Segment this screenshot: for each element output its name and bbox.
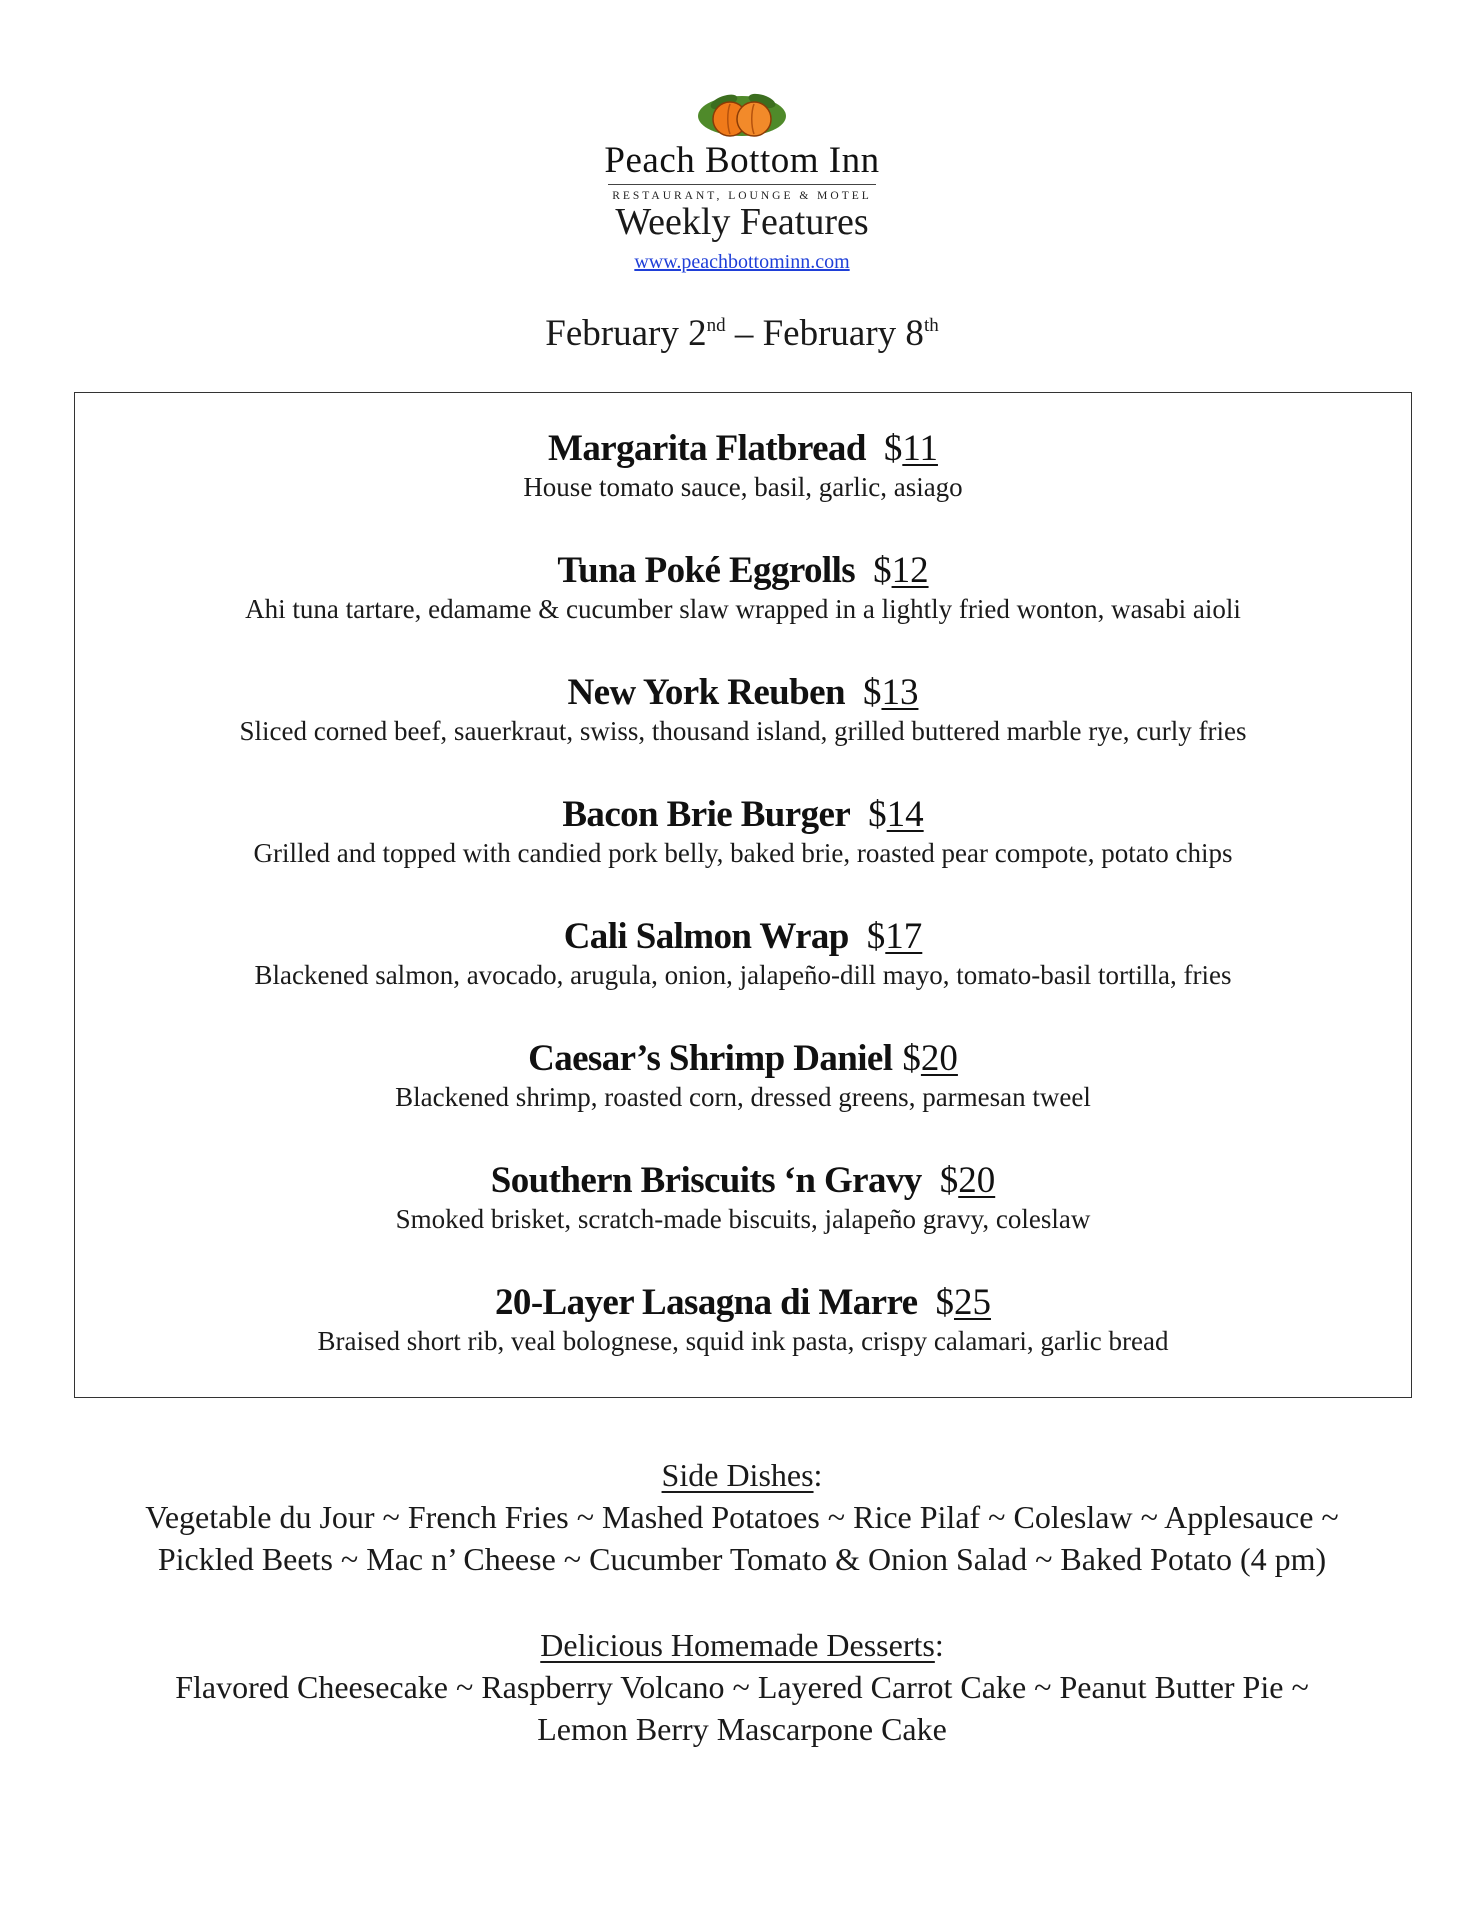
weekly-features-box bbox=[74, 392, 1412, 1398]
date-start: February 2 bbox=[545, 313, 707, 354]
feature-price-value: 14 bbox=[886, 794, 924, 835]
feature-item bbox=[75, 1281, 1411, 1357]
feature-description: Sliced corned beef, sauerkraut, swiss, thousand island, grilled buttered marble rye, curly fries bbox=[239, 716, 1247, 746]
desserts-section bbox=[0, 1624, 1484, 1750]
feature-title bbox=[75, 1281, 1411, 1325]
feature-title bbox=[75, 915, 1411, 959]
desserts-line: Flavored Cheesecake ~ Raspberry Volcano ~ Layered Carrot Cake ~ Peanut Butter Pie ~ bbox=[175, 1669, 1309, 1705]
feature-description: Braised short rib, veal bolognese, squid ink pasta, crispy calamari, garlic bread bbox=[317, 1326, 1169, 1356]
feature-price-value: 13 bbox=[881, 672, 919, 713]
feature-item bbox=[75, 427, 1411, 503]
feature-name: Tuna Poké Eggrolls bbox=[557, 550, 856, 591]
feature-price bbox=[902, 1038, 958, 1079]
date-start-suffix: nd bbox=[706, 315, 726, 336]
feature-title bbox=[75, 427, 1411, 471]
feature-title bbox=[75, 549, 1411, 593]
website-link[interactable]: www.peachbottominn.com bbox=[634, 251, 850, 273]
feature-name: Bacon Brie Burger bbox=[562, 794, 851, 835]
side-dishes-heading-colon: : bbox=[813, 1457, 823, 1493]
feature-title bbox=[75, 671, 1411, 715]
logo-subtitle: RESTAURANT, LOUNGE & MOTEL bbox=[612, 190, 872, 202]
feature-description: Blackened salmon, avocado, arugula, onion, jalapeño-dill mayo, tomato-basil tortilla, fries bbox=[254, 960, 1232, 990]
side-dishes-heading bbox=[0, 1454, 1484, 1496]
feature-description: Ahi tuna tartare, edamame & cucumber slaw wrapped in a lightly fried wonton, wasabi aioli bbox=[245, 594, 1241, 624]
feature-name: Southern Briscuits ‘n Gravy bbox=[490, 1160, 922, 1201]
feature-price bbox=[884, 428, 938, 469]
feature-currency: $ bbox=[873, 550, 892, 591]
feature-item bbox=[75, 915, 1411, 991]
desserts-heading-colon: : bbox=[934, 1627, 944, 1663]
feature-price bbox=[873, 550, 929, 591]
side-dishes-line: Vegetable du Jour ~ French Fries ~ Mashed Potatoes ~ Rice Pilaf ~ Coleslaw ~ Applesauce ~ bbox=[145, 1499, 1339, 1535]
feature-description: Grilled and topped with candied pork belly, baked brie, roasted pear compote, potato chips bbox=[253, 838, 1233, 868]
side-dishes-heading-text: Side Dishes bbox=[661, 1457, 814, 1493]
desserts-heading bbox=[0, 1624, 1484, 1666]
feature-item bbox=[75, 1159, 1411, 1235]
side-dishes-section bbox=[0, 1454, 1484, 1580]
feature-description: Smoked brisket, scratch-made biscuits, jalapeño gravy, coleslaw bbox=[395, 1204, 1091, 1234]
feature-title bbox=[75, 1159, 1411, 1203]
feature-currency: $ bbox=[939, 1160, 959, 1201]
feature-name: New York Reuben bbox=[567, 672, 845, 713]
feature-item bbox=[75, 793, 1411, 869]
logo-divider bbox=[608, 184, 876, 185]
feature-price bbox=[863, 672, 919, 713]
feature-description: House tomato sauce, basil, garlic, asiago bbox=[523, 472, 963, 502]
date-end: February 8 bbox=[762, 313, 924, 354]
date-separator: – bbox=[725, 313, 763, 354]
feature-price bbox=[935, 1282, 991, 1323]
side-dishes-line: Pickled Beets ~ Mac n’ Cheese ~ Cucumber Tomato & Onion Salad ~ Baked Potato (4 pm) bbox=[157, 1541, 1327, 1577]
desserts-heading-text: Delicious Homemade Desserts bbox=[540, 1627, 935, 1663]
feature-name: Margarita Flatbread bbox=[548, 428, 866, 469]
feature-currency: $ bbox=[935, 1282, 954, 1323]
feature-name: Caesar’s Shrimp Daniel bbox=[528, 1038, 893, 1079]
feature-currency: $ bbox=[862, 672, 882, 713]
feature-description: Blackened shrimp, roasted corn, dressed greens, parmesan tweel bbox=[395, 1082, 1091, 1112]
feature-item bbox=[75, 549, 1411, 625]
feature-price bbox=[868, 794, 924, 835]
feature-title bbox=[75, 1037, 1411, 1081]
date-end-suffix: th bbox=[923, 315, 939, 336]
feature-price bbox=[940, 1160, 996, 1201]
feature-item bbox=[75, 1037, 1411, 1113]
feature-currency: $ bbox=[866, 916, 886, 957]
feature-price-value: 20 bbox=[958, 1160, 996, 1201]
page-title: Weekly Features bbox=[615, 201, 869, 243]
feature-currency: $ bbox=[902, 1038, 921, 1079]
feature-price-value: 11 bbox=[902, 428, 938, 469]
feature-price-value: 12 bbox=[891, 550, 929, 591]
feature-name: 20-Layer Lasagna di Marre bbox=[495, 1282, 918, 1323]
logo bbox=[0, 92, 1484, 203]
peach-logo-icon bbox=[694, 92, 790, 140]
feature-price-value: 25 bbox=[953, 1282, 991, 1323]
feature-name: Cali Salmon Wrap bbox=[563, 916, 849, 957]
feature-currency: $ bbox=[868, 794, 887, 835]
logo-name: Peach Bottom Inn bbox=[604, 140, 880, 181]
date-range bbox=[0, 312, 1484, 356]
feature-price bbox=[867, 916, 923, 957]
desserts-line: Lemon Berry Mascarpone Cake bbox=[537, 1711, 947, 1747]
feature-price-value: 20 bbox=[920, 1038, 958, 1079]
feature-currency: $ bbox=[883, 428, 903, 469]
feature-item bbox=[75, 671, 1411, 747]
feature-price-value: 17 bbox=[885, 916, 923, 957]
feature-title bbox=[75, 793, 1411, 837]
